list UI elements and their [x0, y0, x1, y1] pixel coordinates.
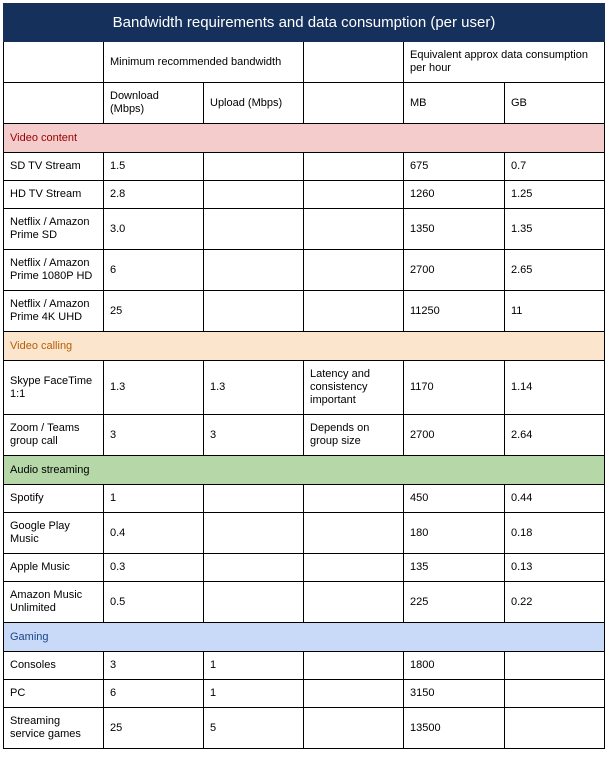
- cell-gb: [505, 708, 605, 749]
- cell-download: 6: [104, 680, 204, 708]
- table-row: [4, 415, 605, 456]
- cell-download: 1.5: [104, 153, 204, 181]
- cell-note: [304, 708, 404, 749]
- cell-download: 0.3: [104, 554, 204, 582]
- cell-name: Streaming service games: [4, 708, 104, 749]
- cell-download: 1.3: [104, 361, 204, 415]
- cell-name: Netflix / Amazon Prime 4K UHD: [4, 291, 104, 332]
- cell-note: [304, 291, 404, 332]
- cell-upload: [204, 554, 304, 582]
- cell-gb: 2.65: [505, 250, 605, 291]
- table-row: [4, 181, 605, 209]
- cell-gb: 1.25: [505, 181, 605, 209]
- cell-name: Spotify: [4, 485, 104, 513]
- cell-note: [304, 153, 404, 181]
- header-row-units: [4, 83, 605, 124]
- cell-upload: [204, 582, 304, 623]
- cell-upload: 5: [204, 708, 304, 749]
- cell-download: 25: [104, 708, 204, 749]
- table-row: [4, 513, 605, 554]
- header-empty-cell: [304, 42, 404, 83]
- cell-gb: 1.14: [505, 361, 605, 415]
- cell-name: Google Play Music: [4, 513, 104, 554]
- cell-download: 3.0: [104, 209, 204, 250]
- cell-upload: 1.3: [204, 361, 304, 415]
- cell-upload: 1: [204, 652, 304, 680]
- cell-name: Apple Music: [4, 554, 104, 582]
- cell-mb: 1170: [404, 361, 505, 415]
- cell-name: Netflix / Amazon Prime 1080P HD: [4, 250, 104, 291]
- cell-name: HD TV Stream: [4, 181, 104, 209]
- cell-gb: 0.18: [505, 513, 605, 554]
- cell-name: Netflix / Amazon Prime SD: [4, 209, 104, 250]
- cell-gb: 2.64: [505, 415, 605, 456]
- section-row-video-content: [4, 124, 605, 153]
- cell-download: 2.8: [104, 181, 204, 209]
- cell-upload: [204, 209, 304, 250]
- table-row: [4, 361, 605, 415]
- section-row-audio-streaming: [4, 456, 605, 485]
- cell-note: [304, 513, 404, 554]
- cell-download: 3: [104, 415, 204, 456]
- header-upload: Upload (Mbps): [204, 83, 304, 124]
- section-label-video-content: Video content: [4, 124, 605, 153]
- cell-gb: 1.35: [505, 209, 605, 250]
- section-label-gaming: Gaming: [4, 623, 605, 652]
- cell-note: [304, 680, 404, 708]
- cell-upload: 1: [204, 680, 304, 708]
- cell-download: 0.4: [104, 513, 204, 554]
- cell-note: [304, 554, 404, 582]
- cell-note: [304, 209, 404, 250]
- bandwidth-table-container: [3, 3, 604, 749]
- cell-note: [304, 652, 404, 680]
- cell-mb: 1800: [404, 652, 505, 680]
- cell-download: 6: [104, 250, 204, 291]
- table-row: [4, 153, 605, 181]
- cell-upload: 3: [204, 415, 304, 456]
- cell-mb: 135: [404, 554, 505, 582]
- cell-name: SD TV Stream: [4, 153, 104, 181]
- cell-upload: [204, 181, 304, 209]
- cell-gb: 0.22: [505, 582, 605, 623]
- header-gb: GB: [505, 83, 605, 124]
- cell-note: [304, 485, 404, 513]
- header-mb: MB: [404, 83, 505, 124]
- bandwidth-table: [3, 3, 605, 749]
- cell-name: Zoom / Teams group call: [4, 415, 104, 456]
- cell-mb: 3150: [404, 680, 505, 708]
- cell-mb: 1260: [404, 181, 505, 209]
- cell-gb: 0.7: [505, 153, 605, 181]
- cell-gb: [505, 652, 605, 680]
- cell-mb: 675: [404, 153, 505, 181]
- table-row: [4, 291, 605, 332]
- cell-note: [304, 582, 404, 623]
- cell-mb: 180: [404, 513, 505, 554]
- table-title: Bandwidth requirements and data consumption (per user): [4, 4, 605, 42]
- cell-gb: [505, 680, 605, 708]
- table-row: [4, 209, 605, 250]
- cell-gb: 0.44: [505, 485, 605, 513]
- cell-upload: [204, 153, 304, 181]
- cell-mb: 225: [404, 582, 505, 623]
- section-row-video-calling: [4, 332, 605, 361]
- cell-download: 0.5: [104, 582, 204, 623]
- header-empty-cell: [304, 83, 404, 124]
- cell-mb: 1350: [404, 209, 505, 250]
- table-row: [4, 680, 605, 708]
- cell-mb: 13500: [404, 708, 505, 749]
- cell-download: 1: [104, 485, 204, 513]
- header-download: Download (Mbps): [104, 83, 204, 124]
- cell-mb: 450: [404, 485, 505, 513]
- cell-name: Skype FaceTime 1:1: [4, 361, 104, 415]
- cell-note: [304, 181, 404, 209]
- cell-mb: 2700: [404, 415, 505, 456]
- cell-gb: 0.13: [505, 554, 605, 582]
- section-label-audio-streaming: Audio streaming: [4, 456, 605, 485]
- table-row: [4, 554, 605, 582]
- header-consumption-group: Equivalent approx data consumption per hour: [404, 42, 605, 83]
- section-row-gaming: [4, 623, 605, 652]
- cell-mb: 2700: [404, 250, 505, 291]
- cell-download: 3: [104, 652, 204, 680]
- table-row: [4, 485, 605, 513]
- cell-upload: [204, 291, 304, 332]
- header-empty-cell: [4, 83, 104, 124]
- section-label-video-calling: Video calling: [4, 332, 605, 361]
- cell-download: 25: [104, 291, 204, 332]
- table-row: [4, 582, 605, 623]
- cell-name: PC: [4, 680, 104, 708]
- cell-upload: [204, 250, 304, 291]
- table-row: [4, 652, 605, 680]
- header-bandwidth-group: Minimum recommended bandwidth: [104, 42, 304, 83]
- table-row: [4, 708, 605, 749]
- cell-note: [304, 250, 404, 291]
- header-row-group: [4, 42, 605, 83]
- cell-note: Latency and consistency important: [304, 361, 404, 415]
- cell-upload: [204, 485, 304, 513]
- cell-mb: 11250: [404, 291, 505, 332]
- cell-note: Depends on group size: [304, 415, 404, 456]
- cell-upload: [204, 513, 304, 554]
- cell-name: Amazon Music Unlimited: [4, 582, 104, 623]
- cell-name: Consoles: [4, 652, 104, 680]
- table-row: [4, 250, 605, 291]
- cell-gb: 11: [505, 291, 605, 332]
- header-empty-cell: [4, 42, 104, 83]
- title-row: [4, 4, 605, 42]
